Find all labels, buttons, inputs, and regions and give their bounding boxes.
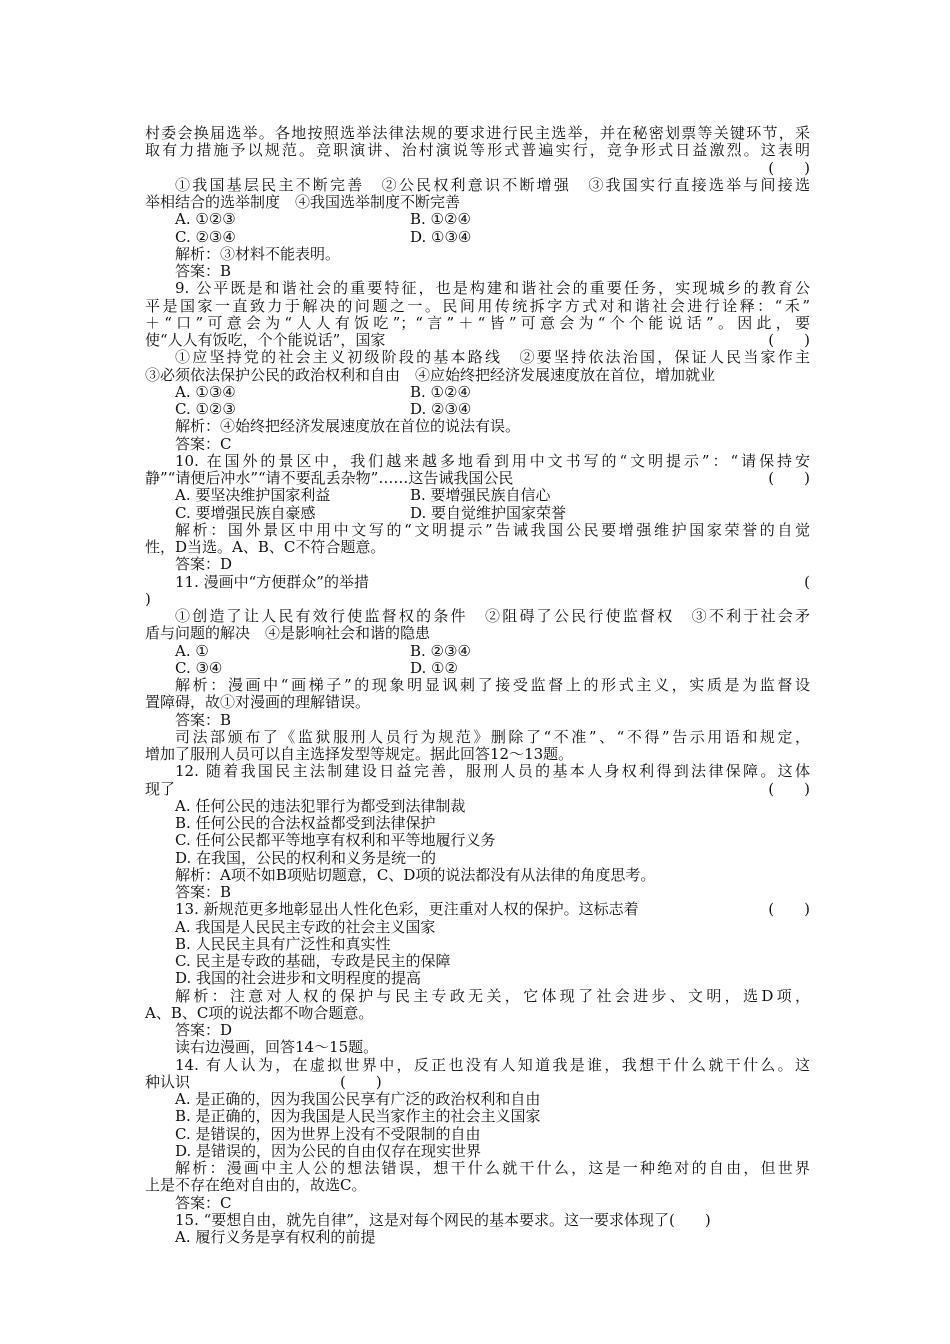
answer-blank: ( ): [768, 469, 810, 487]
text-line: [145, 1176, 810, 1195]
text-line: [175, 918, 810, 937]
line-text: C. 要增强民族自豪感: [175, 503, 316, 522]
text-line: [175, 1228, 810, 1247]
line-text: ①创造了让人民有效行使监督权的条件 ②阻碍了公民行使监督权 ③不利于社会矛: [175, 607, 810, 625]
line-text: 9. 公平既是和谐社会的重要特征，也是构建和谐社会的重要任务，实现城乡的教育公: [175, 279, 810, 298]
line-text: 置障碍，故①对漫画的理解错误。: [145, 693, 371, 712]
text-line: [175, 676, 810, 695]
line-text: 现了: [145, 779, 176, 798]
text-line: [145, 590, 810, 609]
text-line: [175, 176, 810, 195]
line-text: ＋“口”可意会为“人人有饭吃”；“言”＋“皆”可意会为“个个能说话”。因此，要: [145, 313, 810, 332]
text-line: [175, 245, 810, 264]
line-text: 读右边漫画，回答14～15题。: [175, 1038, 379, 1057]
text-line: [175, 642, 810, 661]
text-line: [145, 1073, 810, 1092]
text-line: [145, 624, 810, 643]
line-text: 15. “要想自由，就先自律”，这是对每个网民的基本要求。这一要求体现了( ): [175, 1210, 711, 1229]
line-text: 答案：C: [175, 1193, 232, 1212]
text-line: [175, 952, 810, 971]
line-text: 解析：漫画中主人公的想法错误，想干什么就干什么，这是一种绝对的自由，但世界: [175, 1159, 810, 1177]
line-text: 性，D当选。A、B、C不符合题意。: [145, 538, 386, 556]
text-line: [175, 831, 810, 850]
text-line: [175, 486, 810, 505]
line-text: B. 是正确的，因为我国是人民当家作主的社会主义国家: [175, 1107, 541, 1126]
text-line: [145, 538, 810, 557]
text-line: [175, 607, 810, 626]
text-line: [175, 866, 810, 885]
line-text: 解析：漫画中“画梯子”的现象明显讽刺了接受监督上的形式主义，实质是为监督设: [175, 676, 810, 694]
text-line: [175, 935, 810, 954]
line-text: 增加了服刑人员可以自主选择发型等规定。据此回答12～13题。: [145, 745, 574, 763]
text-line: [145, 693, 810, 712]
text-line: [145, 1004, 810, 1023]
option-column-2: B. ②③④: [410, 641, 471, 660]
line-text: 10. 在国外的景区中，我们越来越多地看到用中文书写的“文明提示”：“请保持安: [175, 451, 810, 470]
text-line: [145, 141, 810, 160]
text-line: [175, 1038, 810, 1057]
text-line: [145, 193, 810, 212]
text-line: [175, 849, 810, 868]
text-line: [145, 366, 810, 385]
text-line: [145, 745, 810, 764]
line-text: 答案：B: [175, 883, 232, 901]
line-text: A. ①: [175, 641, 209, 660]
line-text: D. 在我国，公民的权利和义务是统一的: [175, 848, 437, 867]
text-line: [175, 987, 810, 1006]
line-text: C. ①②③: [175, 400, 236, 418]
line-text: 答案：D: [175, 555, 233, 574]
line-text: 取有力措施予以规范。竞职演讲、治村演说等形式普遍实行，竞争形式日益激烈。这表明: [145, 141, 810, 160]
option-column-2: D. 要自觉维护国家荣誉: [410, 503, 567, 522]
line-text: 12. 随着我国民主法制建设日益完善，服刑人员的基本人身权利得到法律保障。这体: [175, 762, 810, 781]
line-text: 答案：D: [175, 1021, 233, 1039]
text-line: [175, 1194, 810, 1213]
text-line: [175, 555, 810, 574]
line-text: C. 是错误的，因为世界上没有不受限制的自由: [175, 1124, 481, 1143]
text-line: [175, 659, 810, 678]
option-column-2: D. ①③④: [410, 227, 472, 246]
option-column-2: D. ①②: [410, 658, 458, 677]
answer-blank: ( ): [768, 779, 810, 798]
text-line: [175, 348, 810, 367]
text-line: [145, 314, 810, 333]
line-text: 司法部颁布了《监狱服刑人员行为规范》删除了“不准”、“不得”告示用语和规定，: [175, 727, 810, 746]
line-text: D. 是错误的，因为公民的自由仅存在现实世界: [175, 1141, 482, 1160]
option-column-2: B. ①②④: [410, 210, 471, 229]
answer-blank: ( ): [768, 158, 810, 177]
line-text: C. 任何公民都平等地享有权利和平等地履行义务: [175, 831, 496, 850]
option-column-2: B. ①②④: [410, 382, 471, 401]
answer-blank: ( ): [768, 900, 810, 919]
line-text: 平是国家一直致力于解决的问题之一。民间用传统拆字方式对和谐社会进行诠释：“禾”: [145, 296, 810, 315]
line-text: ): [145, 589, 151, 608]
text-line: [175, 262, 810, 281]
line-text: 村委会换届选举。各地按照选举法律法规的要求进行民主选举，并在秘密划票等关键环节，采: [145, 124, 810, 142]
line-text: 答案：B: [175, 262, 232, 280]
text-line: [175, 883, 810, 902]
line-text: D. 我国的社会进步和文明程度的提高: [175, 969, 422, 988]
line-text: C. ②③④: [175, 227, 236, 246]
text-line: [175, 1211, 810, 1230]
line-text: 静”“请便后冲水”“请不要乱丢杂物”……这告诫我国公民: [145, 469, 514, 487]
text-line: [175, 210, 810, 229]
line-text: 使“人人有饭吃，个个能说话”，国家: [145, 331, 386, 349]
line-text: 上是不存在绝对自由的，故选C。: [145, 1176, 367, 1195]
line-text: 14. 有人认为，在虚拟世界中，反正也没有人知道我是谁，我想干什么就干什么。这: [175, 1055, 810, 1074]
option-column-2: D. ②③④: [410, 400, 472, 418]
text-line: [175, 1125, 810, 1144]
line-text: 解析：国外景区中用中文写的“文明提示”告诫我国公民要增强维护国家荣誉的自觉: [175, 520, 810, 539]
line-text: A. 任何公民的违法犯罪行为都受到法律制裁: [175, 796, 466, 815]
line-text: ③必须依法保护公民的政治权利和自由 ④应始终把经济发展速度放在首位，增加就业: [145, 365, 716, 384]
text-line: [175, 573, 810, 592]
line-text: 答案：B: [175, 710, 232, 729]
text-line: [175, 797, 810, 816]
answer-blank: (: [804, 572, 810, 591]
text-line: [175, 504, 810, 523]
text-line: [175, 417, 810, 436]
text-line: [175, 728, 810, 747]
text-line: [175, 521, 810, 540]
line-text: A. 我国是人民民主专政的社会主义国家: [175, 917, 436, 936]
line-text: 答案：C: [175, 434, 232, 453]
text-line: [175, 452, 810, 471]
text-line: [175, 814, 810, 833]
text-line: [145, 469, 810, 488]
text-line: [175, 1107, 810, 1126]
line-text: A. ①③④: [175, 382, 236, 401]
line-text: B. 任何公民的合法权益都受到法律保护: [175, 814, 436, 832]
line-text: A. ①②③: [175, 210, 236, 229]
text-line: [175, 400, 810, 419]
text-line: [145, 331, 810, 350]
text-line: [175, 1090, 810, 1109]
line-text: ①我国基层民主不断完善 ②公民权利意识不断增强 ③我国实行直接选举与间接选: [175, 175, 810, 194]
line-text: 盾与问题的解决 ④是影响社会和谐的隐患: [145, 624, 431, 643]
line-text: C. ③④: [175, 658, 223, 677]
line-text: 解析：④始终把经济发展速度放在首位的说法有误。: [175, 417, 521, 436]
line-text: 解析：③材料不能表明。: [175, 244, 341, 263]
text-line: [175, 711, 810, 730]
text-line: [145, 780, 810, 799]
text-line: [175, 1159, 810, 1178]
text-line: [145, 297, 810, 316]
text-line: [145, 124, 810, 143]
line-text: A. 是正确的，因为我国公民享有广泛的政治权利和自由: [175, 1090, 541, 1108]
line-text: 13. 新规范更多地彰显出人性化色彩，更注重对人权的保护。这标志着: [175, 900, 639, 919]
text-line: [175, 969, 810, 988]
text-line: [175, 762, 810, 781]
line-text: ①应坚持党的社会主义初级阶段的基本路线 ②要坚持依法治国，保证人民当家作主: [175, 348, 810, 367]
line-text: C. 民主是专政的基础，专政是民主的保障: [175, 952, 451, 970]
text-line: [175, 1142, 810, 1161]
answer-blank: ( ): [768, 331, 810, 349]
line-text: A、B、C项的说法都不吻合题意。: [145, 1003, 374, 1022]
option-column-2: B. 要增强民族自信心: [410, 486, 551, 505]
line-text: 解析：注意对人权的保护与民主专政无关，它体现了社会进步、文明，选D项，: [175, 986, 810, 1005]
line-text: 11. 漫画中“方便群众”的举措: [175, 572, 369, 591]
text-line: [175, 900, 810, 919]
text-line: [145, 159, 810, 178]
line-text: 举相结合的选举制度 ④我国选举制度不断完善: [145, 193, 461, 211]
line-text: A. 要坚决维护国家利益: [175, 486, 331, 505]
line-text: 种认识 ( ): [145, 1072, 382, 1091]
line-text: B. 人民民主具有广泛性和真实性: [175, 934, 391, 953]
line-text: 解析：A项不如B项贴切题意，C、D项的说法都没有从法律的角度思考。: [175, 865, 656, 884]
text-line: [175, 279, 810, 298]
text-line: [175, 383, 810, 402]
text-line: [175, 1056, 810, 1075]
line-text: A. 履行义务是享有权利的前提: [175, 1228, 376, 1246]
text-line: [175, 435, 810, 454]
text-line: [175, 228, 810, 247]
text-line: [175, 1021, 810, 1040]
